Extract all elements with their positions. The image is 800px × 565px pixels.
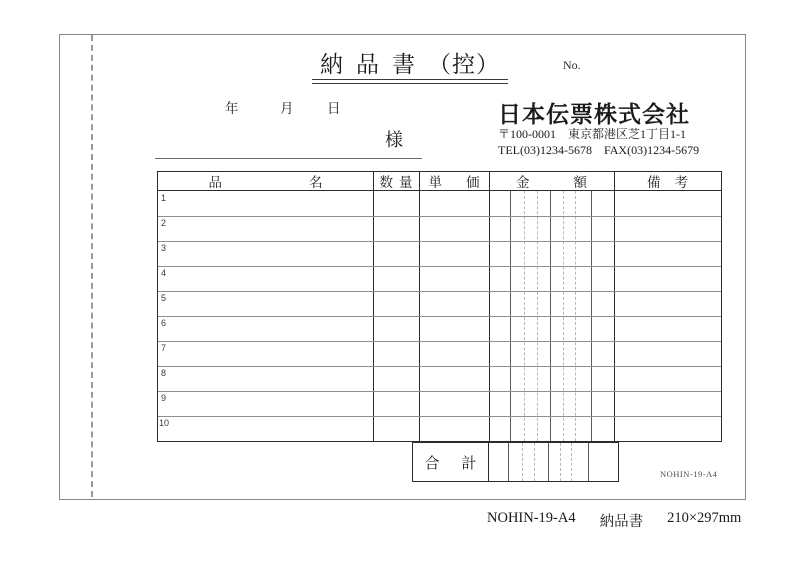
date-month-label: 月 — [280, 101, 294, 116]
row-number: 4 — [161, 268, 167, 278]
column-header-amount — [489, 172, 614, 189]
date-year-label: 年 — [225, 101, 239, 116]
footer-paper-size: 210×297mm — [667, 510, 742, 526]
header-char: 考 — [674, 174, 688, 190]
company-address: 〒100-0001 東京都港区芝1丁目1-1 — [498, 127, 686, 141]
header-char: 品 — [208, 174, 222, 190]
company-name: 日本伝票株式会社 — [498, 101, 690, 127]
row-number: 2 — [161, 218, 167, 228]
footer-doc-name: 納品書 — [599, 514, 644, 530]
title-char: 品 — [356, 51, 380, 77]
row-line — [158, 416, 721, 417]
grid-line — [419, 172, 420, 441]
column-header-remarks — [614, 172, 721, 189]
title-copy-suffix: （控） — [428, 51, 500, 77]
row-number: 6 — [161, 318, 167, 328]
slip-number-label: No. — [563, 58, 581, 72]
header-char: 価 — [466, 174, 480, 190]
total-digit-line-dashed — [571, 443, 572, 481]
footer-caption — [487, 510, 741, 531]
row-line — [158, 366, 721, 367]
customer-honorific: 様 — [385, 130, 403, 150]
total-digit-line-dashed — [560, 443, 561, 481]
total-digit-line-dashed — [534, 443, 535, 481]
row-line — [158, 341, 721, 342]
header-char: 金 — [516, 174, 530, 190]
items-table — [157, 171, 722, 442]
date-day-label: 日 — [327, 101, 341, 116]
form-code: NOHIN-19-A4 — [660, 469, 718, 479]
row-number: 10 — [159, 418, 170, 428]
row-line — [158, 291, 721, 292]
grid-line — [614, 172, 615, 441]
page-title — [308, 48, 512, 76]
grid-line — [489, 172, 490, 441]
total-digit-line — [508, 443, 509, 481]
column-header-quantity — [373, 172, 419, 189]
header-char: 単 — [428, 174, 442, 190]
row-number: 7 — [161, 343, 167, 353]
header-char: 合 — [424, 455, 440, 472]
header-char: 額 — [573, 174, 587, 190]
delivery-slip-sheet — [59, 34, 746, 500]
header-char: 名 — [309, 174, 323, 190]
row-number: 8 — [161, 368, 167, 378]
total-digit-line — [588, 443, 589, 481]
grid-line — [373, 172, 374, 441]
row-line — [158, 316, 721, 317]
row-number: 5 — [161, 293, 167, 303]
row-line — [158, 241, 721, 242]
header-char: 量 — [399, 174, 413, 190]
header-char: 備 — [647, 174, 661, 190]
title-char: 納 — [320, 51, 344, 77]
row-number: 1 — [161, 193, 167, 203]
perforation-dashed-line — [91, 35, 93, 497]
row-line — [158, 216, 721, 217]
total-label — [413, 443, 489, 481]
row-number: 3 — [161, 243, 167, 253]
table-header-row — [158, 172, 721, 191]
header-char: 数 — [379, 174, 393, 190]
title-char: 書 — [392, 51, 416, 77]
footer-form-code: NOHIN-19-A4 — [487, 510, 576, 526]
row-line — [158, 266, 721, 267]
total-digit-line-dashed — [522, 443, 523, 481]
row-line — [158, 391, 721, 392]
column-header-unit-price — [419, 172, 489, 189]
customer-name-line — [155, 131, 422, 159]
title-double-underline — [312, 79, 508, 84]
row-number: 9 — [161, 393, 167, 403]
header-char: 計 — [461, 455, 477, 472]
total-digit-line — [548, 443, 549, 481]
column-header-item — [158, 172, 373, 189]
total-box — [412, 442, 619, 482]
company-tel-fax: TEL(03)1234-5678 FAX(03)1234-5679 — [498, 143, 700, 157]
